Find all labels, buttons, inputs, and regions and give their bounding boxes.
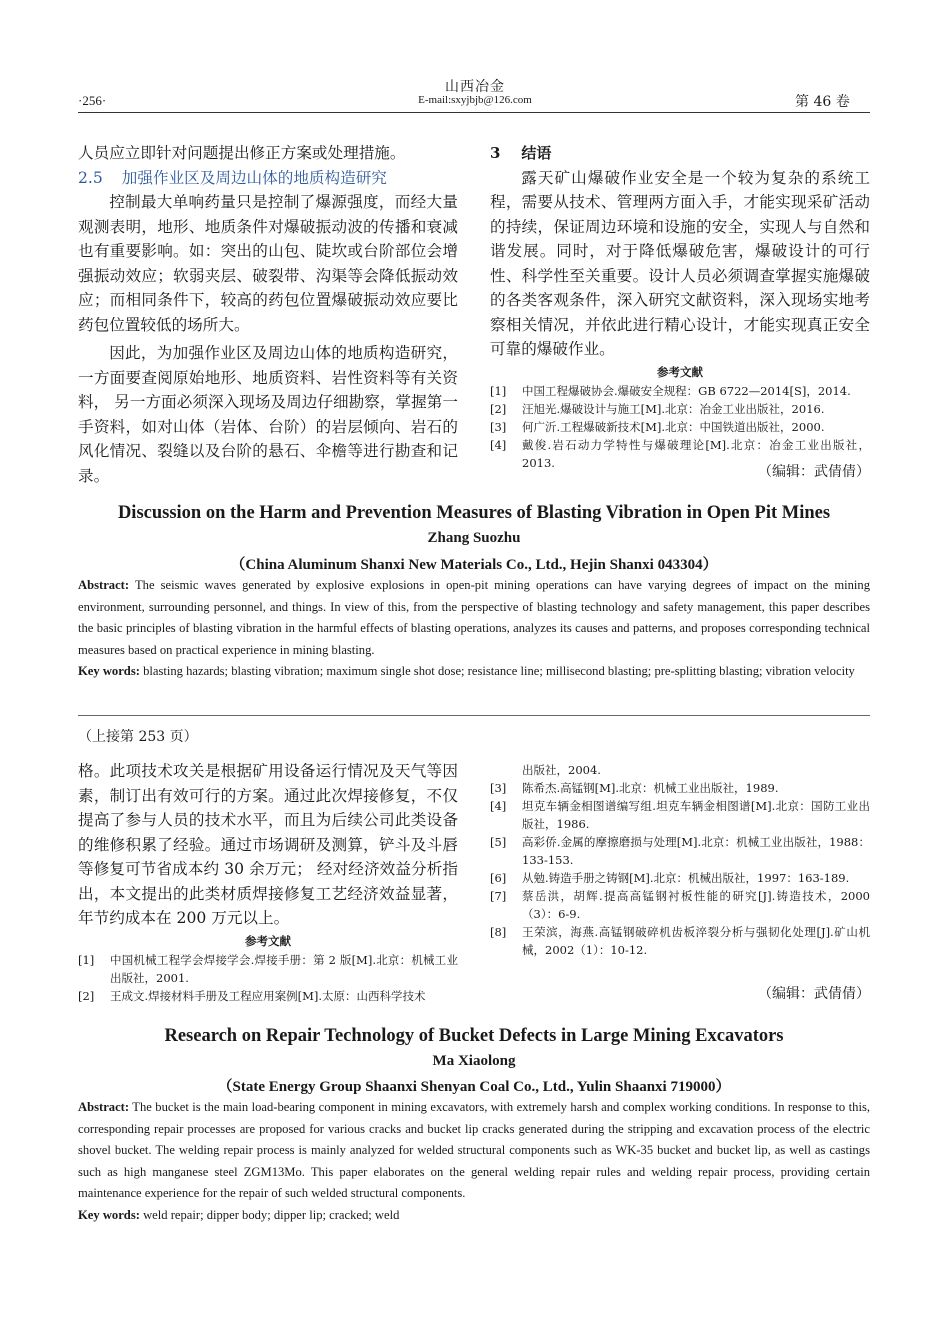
article-author: Ma Xiaolong bbox=[432, 1053, 516, 1069]
paragraph: 露天矿山爆破作业安全是一个较为复杂的系统工程，需要从技术、管理两方面入手，才能实现采矿活动的持续，保证周边环境和设施的安全，实现人与自然和谐发展。同时，对于降低爆破危害，爆破设计的可行性、科学性至关重要。设计人员必须调查掌握实施爆破的各类客观条件，深入研究文献资料，深入现场实地考察相关情况，并依此进行精心设计，才能实现真正安全可靠的爆破作业。 bbox=[490, 168, 870, 358]
references-title: 参考文献 bbox=[245, 933, 291, 948]
subsection-title: 加强作业区及周边山体的地质构造研究 bbox=[121, 168, 387, 187]
reference-item: [1] 中国工程爆破协会.爆破安全规程：GB 6722—2014[S]，2014. bbox=[490, 383, 851, 398]
keywords-label: Key words: bbox=[78, 664, 140, 679]
editor-note: （编辑：武倩倩） bbox=[758, 986, 870, 1002]
article-english-title: Discussion on the Harm and Prevention Measures of Blasting Vibration in Open Pit Mines bbox=[117, 503, 831, 523]
article-english-title: Research on Repair Technology of Bucket Defects in Large Mining Excavators bbox=[164, 1026, 784, 1046]
section-divider bbox=[78, 715, 870, 716]
reference-item: [4] 戴俊.岩石动力学特性与爆破理论[M].北京：冶金工业出版社，2013. bbox=[490, 437, 870, 470]
journal-name: 山西冶金 bbox=[445, 79, 505, 95]
reference-item: [2] 汪旭光.爆破设计与施工[M].北京：冶金工业出版社，2016. bbox=[490, 401, 825, 416]
reference-item-continued: 出版社，2004. bbox=[522, 763, 601, 777]
reference-item: [6] 从勉.铸造手册之铸钢[M].北京：机械出版社，1997：163-189. bbox=[490, 871, 850, 885]
keywords-text: weld repair; dipper body; dipper lip; cracked; weld bbox=[143, 1207, 400, 1222]
reference-item: [5] 高彩侨.金属的摩擦磨损与处理[M].北京：机械工业出版社，1988：133-153. bbox=[490, 835, 870, 867]
article-affiliation: （China Aluminum Shanxi New Materials Co., Ltd., Hejin Shanxi 043304） bbox=[230, 557, 718, 573]
keywords-label: Key words: bbox=[78, 1207, 140, 1222]
paragraph: 人员应立即针对问题提出修正方案或处理措施。 bbox=[78, 144, 406, 162]
subsection-heading bbox=[78, 166, 458, 191]
keywords-text: blasting hazards; blasting vibration; maximum single shot dose; resistance line; millisecond blasting; pre-splitting blasting; vibration velocity bbox=[143, 664, 855, 679]
abstract-text: The seismic waves generated by explosive explosions in open-pit mining operations can have varying degrees of impact on the mining environment, surrounding personnel, and things. In view of this, from the perspective of blasting technology and safety management, this paper describes the basic principles of blasting vibration in the harmful effects of blasting operations, analyzes its causes and patterns, and proposes corresponding technical measures based on practical experience in mining blasting. bbox=[78, 578, 870, 657]
abstract-label: Abstract: bbox=[78, 1100, 130, 1114]
continued-note: （上接第 253 页） bbox=[78, 729, 198, 745]
subsection-number: 2.5 bbox=[78, 168, 103, 187]
header-rule bbox=[78, 112, 870, 113]
paragraph: 因此，为加强作业区及周边山体的地质构造研究，一方面要查阅原始地形、地质资料、岩性资料等有关资料， 另一方面必须深入现场及周边仔细勘察，掌握第一手资料，如对山体（岩体、台阶）的岩层倾向、岩石的风化情况、裂缝以及台阶的悬石、伞檐等进行勘查和记录。 bbox=[78, 344, 458, 485]
reference-item: [3] 陈希杰.高锰钢[M].北京：机械工业出版社，1989. bbox=[490, 781, 779, 795]
volume-label: 第 46 卷 bbox=[795, 94, 850, 110]
top-right-column bbox=[490, 141, 870, 472]
paragraph: 格。此项技术攻关是根据矿用设备运行情况及天气等因素，制订出有效可行的方案。通过此次焊接修复，不仅提高了参与人员的技术水平，而且为后续公司此类设备的维修积累了经验。通过市场调研及测算，铲斗及斗唇等修复可节省成本约 30 余万元； 经对经济效益分析指出，本文提出的此类材质焊接修复工艺经济效益显著，年节约成本在 200 万元以上。 bbox=[78, 762, 458, 927]
article-affiliation: （State Energy Group Shaanxi Shenyan Coal Co., Ltd., Yulin Shaanxi 719000） bbox=[217, 1079, 731, 1095]
reference-item: [7] 蔡岳洪，胡辉.提高高锰钢衬板性能的研究[J].铸造技术，2000（3）：6-9. bbox=[490, 889, 870, 921]
continued-left-column bbox=[78, 759, 458, 1005]
section-number: 3 bbox=[490, 144, 501, 162]
article-abstract bbox=[78, 1097, 870, 1227]
continued-right-column bbox=[490, 761, 870, 959]
reference-item: [4] 坦克车辆金相图谱编写组.坦克车辆金相图谱[M].北京：国防工业出版社，1986. bbox=[490, 799, 870, 831]
reference-item: [3] 何广沂.工程爆破新技术[M].北京：中国铁道出版社，2000. bbox=[490, 419, 825, 434]
abstract-text: The bucket is the main load-bearing component in mining excavators, with extremely harsh and complex working conditions. In response to this, corresponding repair processes are proposed for various cracks and bucket lip cracks generated during the stripping and excavation process of the electric shovel bucket. The welding repair process is mainly analyzed for welded structural components such as WK-35 bucket and bucket lip, as well as castings such as high manganese steel ZGM13Mo. This paper elaborates on the general welding repair rules and welding repair process, providing certain maintenance experience for the repair of such welded structural components. bbox=[78, 1100, 871, 1201]
journal-email: E-mail:sxyjbjb@126.com bbox=[418, 94, 532, 106]
reference-item: [1] 中国机械工程学会焊接学会.焊接手册：第 2 版[M].北京：机械工业出版社，2001. bbox=[78, 952, 458, 985]
reference-item: [8] 王荣滨，海燕.高锰钢破碎机齿板淬裂分析与强韧化处理[J].矿山机械，2002（1）：10-12. bbox=[490, 925, 870, 957]
article-author: Zhang Suozhu bbox=[427, 530, 521, 546]
article-abstract bbox=[78, 575, 870, 683]
paragraph: 控制最大单响药量只是控制了爆源强度，而经大量观测表明，地形、地质条件对爆破振动波的传播和衰减也有重要影响。如：突出的山包、陡坎或台阶部位会增强振动效应；软弱夹层、破裂带、沟渠等会降低振动效应；而相同条件下，较高的药包位置爆破振动效应要比药包位置较低的场所大。 bbox=[78, 193, 458, 334]
abstract-label: Abstract: bbox=[78, 578, 130, 592]
editor-note: （编辑：武倩倩） bbox=[758, 464, 870, 480]
top-left-column bbox=[78, 141, 458, 488]
section-heading bbox=[490, 141, 870, 166]
references-title: 参考文献 bbox=[657, 364, 703, 379]
page-number: ·256· bbox=[78, 93, 107, 108]
reference-item: [2] 王成文.焊接材料手册及工程应用案例[M].太原：山西科学技术 bbox=[78, 988, 426, 1003]
section-title: 结语 bbox=[521, 144, 552, 162]
